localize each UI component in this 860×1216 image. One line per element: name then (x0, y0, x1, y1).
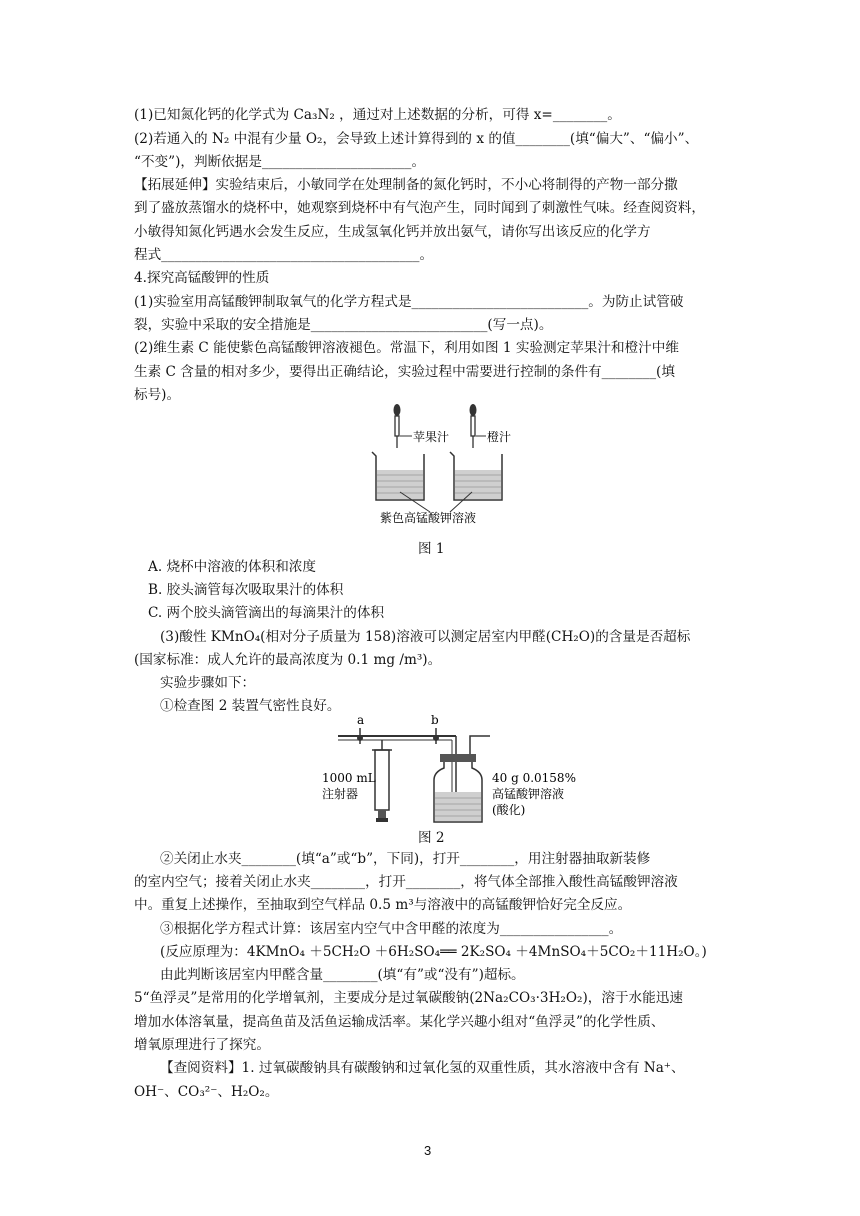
text-line: 5“鱼浮灵”是常用的化学增氧剂，主要成分是过氧碳酸钠(2Na₂CO₃·3H₂O₂)，溶于水能迅速 (134, 990, 683, 1006)
text-line: (2)维生素 C 能使紫色高锰酸钾溶液褪色。常温下，利用如图 1 实验测定苹果汁和橙汁中维 (134, 340, 679, 356)
page-number: 3 (424, 1143, 432, 1158)
bottle-label-3: (酸化) (492, 803, 526, 817)
text-line: 小敏得知氮化钙遇水会发生反应，生成氢氧化钙并放出氨气，请你写出该反应的化学方 (134, 224, 651, 240)
beaker-icon (450, 452, 502, 500)
text-line: 【拓展延伸】实验结束后，小敏同学在处理制备的氮化钙时，不小心将制得的产物一部分撒 (134, 177, 678, 193)
option-a: A. 烧杯中溶液的体积和浓度 (148, 559, 316, 575)
text-line: (1)已知氮化钙的化学式为 Ca₃N₂ ，通过对上述数据的分析，可得 x=________。 (134, 107, 621, 123)
text-line: (国家标准：成人允许的最高浓度为 0.1 mg /m³)。 (134, 652, 442, 668)
syringe-label-1: 1000 mL (322, 771, 376, 785)
label-solution: 紫色高锰酸钾溶液 (380, 511, 477, 525)
figure-2-apparatus (320, 714, 580, 826)
figure-2-caption: 图 2 (418, 830, 445, 846)
text-line: 中。重复上述操作，至抽取到空气样品 0.5 m³与溶液中的高锰酸钾恰好完全反应。 (134, 897, 632, 913)
text-line: 裂，实验中采取的安全措施是__________________________(写一点)。 (134, 317, 553, 333)
text-line: 标号)。 (134, 387, 181, 403)
text-line: 程式______________________________________。 (134, 247, 434, 263)
text-line: (1)实验室用高锰酸钾制取氧气的化学方程式是__________________________。为防止试管破 (134, 294, 684, 310)
text-line: 由此判断该居室内甲醛含量________(填“有”或“没有”)超标。 (160, 967, 525, 983)
clamp-b-icon (433, 728, 439, 744)
bottle-label-2: 高锰酸钾溶液 (492, 787, 565, 801)
text-line: (2)若通入的 N₂ 中混有少量 O₂，会导致上述计算得到的 x 的值________(填“偏大”、“偏小”、 (134, 131, 699, 147)
section-heading: 4.探究高锰酸钾的性质 (134, 270, 270, 286)
text-line: ②关闭止水夹________(填“a”或“b”，下同)，打开________，用注射器抽取新装修 (160, 851, 651, 867)
text-line: ①检查图 2 装置气密性良好。 (160, 698, 341, 714)
syringe-label-2: 注射器 (322, 787, 359, 801)
figure-1-caption: 图 1 (418, 541, 445, 557)
text-line: 的室内空气；接着关闭止水夹________，打开________，将气体全部推入酸性高锰酸钾溶液 (134, 874, 678, 890)
label-b: b (431, 714, 439, 727)
label-a: a (357, 714, 365, 727)
dropper-icon (470, 404, 477, 448)
dropper-icon (394, 404, 401, 448)
text-line: 增加水体溶氧量，提高鱼苗及活鱼运输成活率。某化学兴趣小组对“鱼浮灵”的化学性质、 (134, 1014, 665, 1030)
figure-1-beakers (360, 400, 520, 528)
text-line: ③根据化学方程式计算：该居室内空气中含甲醛的浓度为________________。 (160, 921, 623, 937)
option-b: B. 胶头滴管每次吸取果汁的体积 (148, 582, 344, 598)
label-orange: 橙汁 (487, 430, 512, 444)
text-line: 实验步骤如下： (160, 675, 256, 691)
clamp-a-icon (357, 728, 363, 744)
text-line: 【查阅资料】1. 过氧碳酸钠具有碳酸钠和过氧化氢的双重性质，其水溶液中含有 Na⁺、 (160, 1060, 685, 1076)
text-line: “不变”)，判断依据是______________________。 (134, 154, 426, 170)
bottle-icon (434, 754, 482, 822)
text-line: OH⁻、CO₃²⁻、H₂O₂。 (134, 1084, 279, 1100)
text-line: 增氧原理进行了探究。 (134, 1037, 270, 1053)
equation-line: (反应原理为：4KMnO₄ ＋5CH₂O ＋6H₂SO₄══ 2K₂SO₄ ＋4MnSO₄＋5CO₂＋11H₂O。) (160, 944, 707, 960)
label-apple: 苹果汁 (413, 430, 450, 444)
text-line: (3)酸性 KMnO₄(相对分子质量为 158)溶液可以测定居室内甲醛(CH₂O)的含量是否超标 (160, 629, 691, 645)
text-line: 到了盛放蒸馏水的烧杯中，她观察到烧杯中有气泡产生，同时闻到了刺激性气味。经查阅资料， (134, 200, 705, 216)
text-line: 生素 C 含量的相对多少，要得出正确结论，实验过程中需要进行控制的条件有________(填 (134, 364, 675, 380)
bottle-label-1: 40 g 0.0158% (492, 771, 576, 785)
option-c: C. 两个胶头滴管滴出的每滴果汁的体积 (148, 605, 385, 621)
beaker-icon (372, 452, 424, 500)
